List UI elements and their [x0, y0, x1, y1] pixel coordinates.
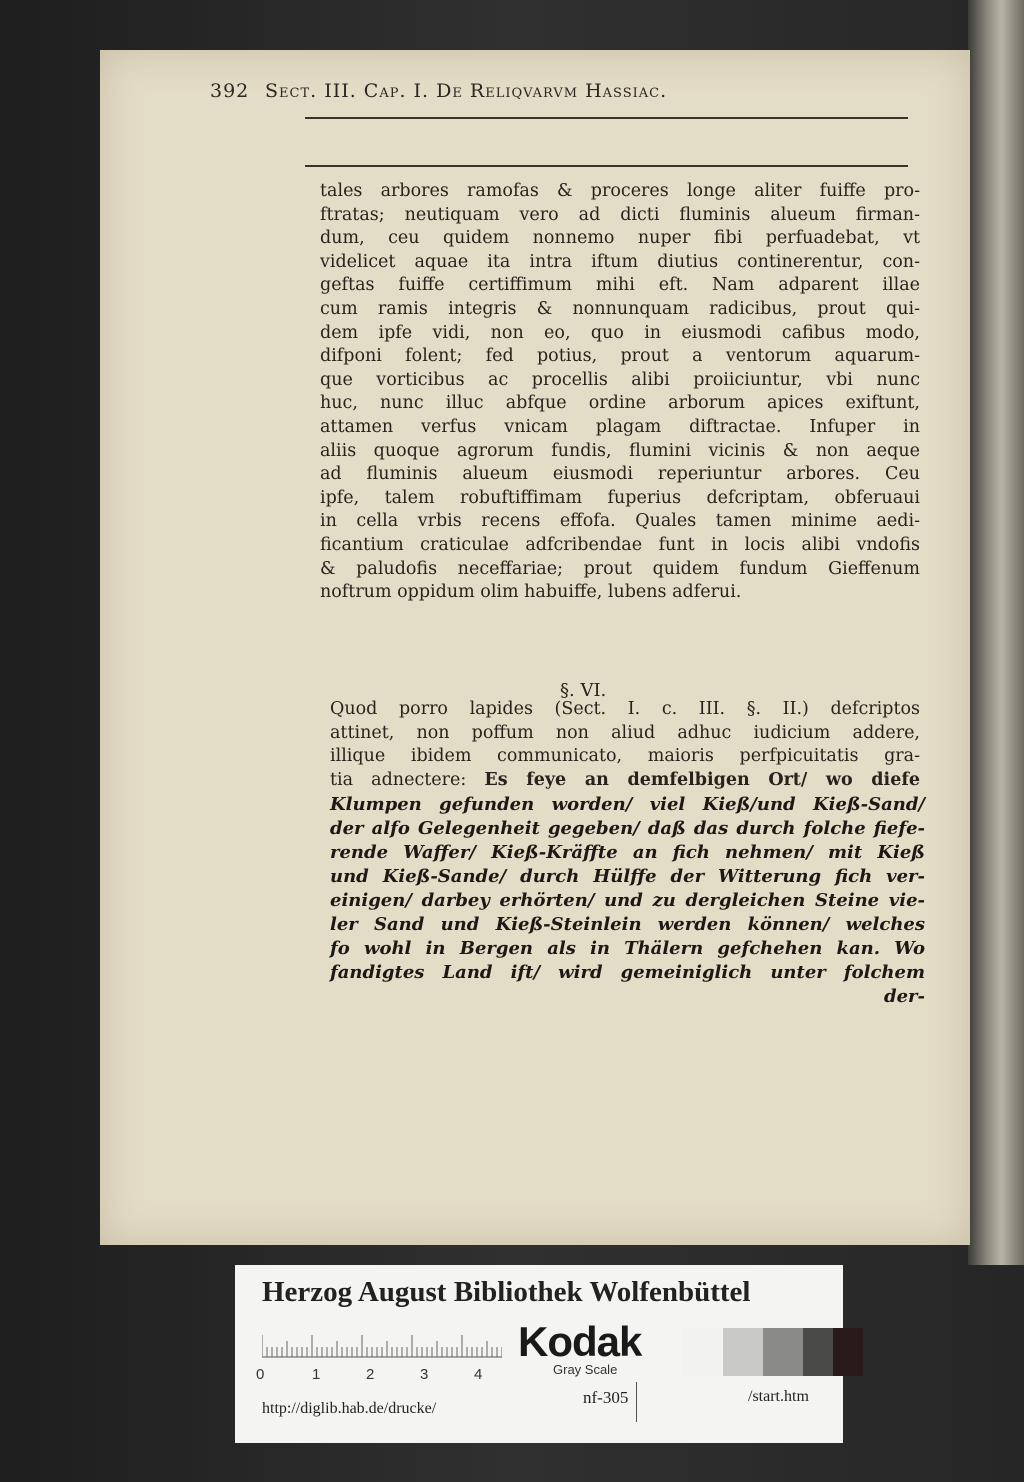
- text-line: videlicet aquae ita intra iftum diutius continerentur, con-: [320, 251, 920, 272]
- gray-swatch: [833, 1328, 863, 1376]
- text-line: ipfe, talem robuftiffimam fuperius defcriptam, obferuaui: [320, 487, 920, 508]
- text-line: und Kieß-Sande/ durch Hülffe der Witterung fich ver-: [330, 866, 925, 887]
- text-line: dem ipfe vidi, non eo, quo in eiusmodi cafibus modo,: [320, 322, 920, 343]
- page-number: 392: [210, 80, 250, 102]
- text-line: tales arbores ramofas & proceres longe aliter fuiffe pro-: [320, 181, 920, 201]
- separator: [636, 1382, 637, 1422]
- body-text: [320, 180, 920, 605]
- running-head: Sect. III. Cap. I. De Reliqvarvm Hassiac.: [265, 80, 668, 102]
- text-line: & paludofis neceffariae; prout quidem fundum Gieffenum: [320, 558, 920, 579]
- text-line: einigen/ darbey erhörten/ und zu dergleichen Steine vie-: [330, 890, 925, 911]
- gray-swatch: [763, 1328, 803, 1376]
- ruler-number: 4: [474, 1366, 483, 1383]
- text-line: fandigtes Land ift/ wird gemeiniglich unter folchem: [330, 962, 925, 983]
- shelfmark: nf-305: [583, 1388, 629, 1407]
- library-name: Herzog August Bibliothek Wolfenbüttel: [262, 1276, 751, 1308]
- text-line: Quod porro lapides (Sect. I. c. III. §. II.) defcriptos: [330, 699, 920, 719]
- text-line: difponi folent; fed potius, prout a ventorum aquarum-: [320, 346, 920, 367]
- paragraph-text: [330, 698, 920, 792]
- text-segment: tia adnectere:: [330, 769, 467, 790]
- text-line: ad fluminis alueum eiusmodi reperiuntur arbores. Ceu: [320, 464, 920, 485]
- text-line: huc, nunc illuc abfque ordine arborum apices exiftunt,: [320, 393, 920, 414]
- ruler-number: 0: [256, 1366, 265, 1383]
- text-line: noftrum oppidum olim habuiffe, lubens adferui.: [320, 582, 742, 603]
- gray-swatch: [803, 1328, 833, 1376]
- text-line: in cella vrbis recens effofa. Quales tamen minime aedi-: [320, 511, 920, 532]
- text-line: dum, ceu quidem nonnemo nuper fibi perfuadebat, vt: [320, 228, 920, 249]
- text-line: fo wohl in Bergen als in Thälern gefchehen kan. Wo: [330, 938, 925, 959]
- adjacent-page-edge: [968, 0, 1024, 1265]
- text-line: geftas fuiffe certiffimum mihi eft. Nam adparent illae: [320, 275, 920, 296]
- header-rule-top: [305, 117, 908, 119]
- text-line: der alfo Gelegenheit gegeben/ daß das durch folche fiefe-: [330, 818, 925, 839]
- ruler-number: 2: [366, 1366, 375, 1383]
- text-line: attinet, non poffum non aliud adhuc iudicium addere,: [330, 722, 920, 743]
- ruler-number: 1: [312, 1366, 321, 1383]
- text-line: [330, 769, 920, 793]
- text-line: que vorticibus ac procellis alibi proiiciuntur, vbi nunc: [320, 369, 920, 390]
- catchword: der-: [884, 986, 925, 1007]
- section-mark: §. VI.: [560, 680, 607, 701]
- ruler-numbers: [252, 1366, 492, 1384]
- ruler-scale: [262, 1330, 502, 1358]
- text-line: Klumpen gefunden worden/ viel Kieß/und Kieß-Sand/: [330, 794, 925, 815]
- text-line: attamen verfus vnicam plagam diftractae. Infuper in: [320, 416, 920, 437]
- header-rule-bottom: [305, 165, 908, 167]
- fraktur-quotation: [330, 793, 925, 1009]
- text-line: illique ibidem communicato, maioris perfpicuitatis gra-: [330, 746, 920, 767]
- source-url: http://diglib.hab.de/drucke/: [262, 1400, 437, 1417]
- text-line: rende Waffer/ Kieß-Kräffte an fich nehmen/ mit Kieß: [330, 842, 925, 863]
- text-line: ftratas; neutiquam vero ad dicti fluminis alueum firman-: [320, 204, 920, 225]
- fraktur-segment: Es feye an demfelbigen Ort/ wo diefe: [484, 769, 920, 790]
- gray-scale-label: Gray Scale: [553, 1362, 618, 1377]
- text-line: cum ramis integris & nonnunquam radicibus, prout qui-: [320, 298, 920, 319]
- text-line: ler Sand und Kieß-Steinlein werden können/ welches: [330, 914, 925, 935]
- kodak-logo: Kodak: [518, 1318, 642, 1365]
- page-header: [210, 76, 910, 106]
- text-line: ficantium craticulae adfcribendae funt in locis alibi vndofis: [320, 534, 920, 555]
- gray-swatch: [723, 1328, 763, 1376]
- start-url: /start.htm: [748, 1388, 809, 1405]
- ruler-number: 3: [420, 1366, 429, 1383]
- text-line: aliis quoque agrorum fundis, flumini vicinis & non aeque: [320, 440, 920, 461]
- gray-swatch: [683, 1328, 723, 1376]
